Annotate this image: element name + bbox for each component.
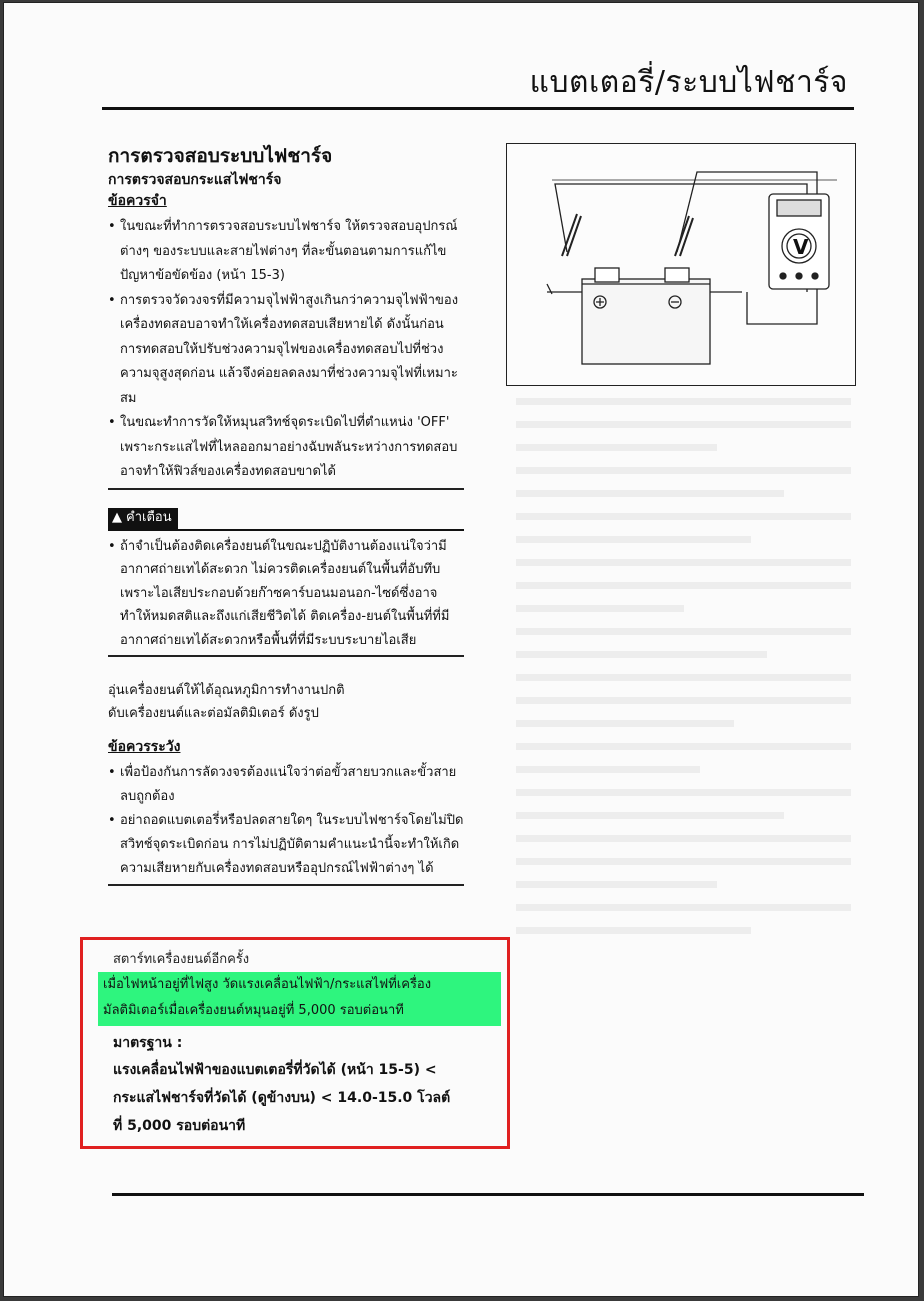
warning-label [108, 508, 178, 529]
procedure-steps [108, 679, 464, 725]
caution-list [108, 761, 464, 881]
note-item: • ในขณะที่ทำการตรวจสอบระบบไฟชาร์จ ให้ตรวจสอบอุปกรณ์ต่างๆ ของระบบและสายไฟต่างๆ ที่ละขั้นตอนตามการแก้ไขปัญหาข้อขัดข้อง (หน้า 15-3) [108, 215, 464, 289]
voltmeter-symbol: V [793, 235, 809, 259]
standard-spec [113, 1056, 493, 1140]
warning-triangle-icon: ▲ [112, 509, 122, 525]
warning-bottom-rule [108, 655, 464, 657]
header-rule [102, 107, 854, 110]
warning-block [108, 506, 464, 658]
warning-list [108, 535, 464, 653]
standard-line: ที่ 5,000 รอบต่อนาที [113, 1118, 246, 1134]
manual-page [3, 2, 919, 1297]
battery-multimeter-diagram [507, 144, 854, 384]
section-title: การตรวจสอบระบบไฟชาร์จ [108, 145, 333, 167]
battery-body [582, 279, 710, 364]
section-subtitle: การตรวจสอบกระแสไฟชาร์จ [108, 172, 282, 188]
highlighted-measure-text [98, 972, 501, 1026]
measure-line: มัลติมิเตอร์เมื่อเครื่องยนต์หมุนอยู่ที่ 5,000 รอบต่อนาที [103, 1003, 404, 1018]
left-column [108, 143, 464, 886]
note-item: • การตรวจวัดวงจรที่มีความจุไฟฟ้าสูงเกินกว่าความจุไฟฟ้าของเครื่องทดสอบอาจทำให้เครื่องทดสอบเสียหายได้ ดังนั้นก่อนการทดสอบให้ปรับช่วงความจุไฟของเครื่องทดสอบไปที่ช่วงความจุสูงสุดก่อน แล้วจึงค่อยลดลงมาที่ช่วงความจุไฟที่เหมาะสม [108, 289, 464, 412]
battery-multimeter-figure [506, 143, 856, 386]
caution-block [108, 737, 464, 886]
notes-list [108, 215, 464, 485]
warning-top-rule [108, 529, 464, 531]
notes-heading: ข้อควรจำ [108, 193, 167, 209]
standard-line: กระแสไฟชาร์จที่วัดได้ (ดูข้างบน) < 14.0-15.0 โวลต์ [113, 1090, 451, 1106]
footer-rule [112, 1193, 864, 1196]
warning-label-text: คำเตือน [126, 509, 172, 525]
caution-heading: ข้อควรระวัง [108, 739, 181, 755]
step-text: อุ่นเครื่องยนต์ให้ได้อุณหภูมิการทำงานปกติ [108, 683, 345, 698]
standard-line: แรงเคลื่อนไฟฟ้าของแบตเตอรี่ที่วัดได้ (หน้า 15-5) < [113, 1062, 437, 1078]
chapter-title: แบตเตอรี่/ระบบไฟชาร์จ [529, 65, 848, 100]
note-item: • ในขณะทำการวัดให้หมุนสวิทช์จุดระเบิดไปที่ตำแหน่ง 'OFF' เพราะกระแสไฟที่ไหลออกมาอย่างฉับพลันระหว่างการทดสอบอาจทำให้ฟิวส์ของเครื่องทดสอบขาดได้ [108, 411, 464, 485]
caution-item: • อย่าถอดแบตเตอรี่หรือปลดสายใดๆ ในระบบไฟชาร์จโดยไม่ปิดสวิทช์จุดระเบิดก่อน การไม่ปฏิบัติตามคำแนะนำนี้จะทำให้เกิดความเสียหายกับเครื่องทดสอบหรืออุปกรณ์ไฟฟ้าต่างๆ ได้ [108, 809, 464, 881]
warning-item: • ถ้าจำเป็นต้องติดเครื่องยนต์ในขณะปฏิบัติงานต้องแน่ใจว่ามีอากาศถ่ายเทได้สะดวก ไม่ควรติดเครื่องยนต์ในพื้นที่อับทึบเพราะไอเสียประกอบด้วยก๊าซคาร์บอนมอนอก-ไซด์ซึ่งอาจทำให้หมดสติและถึงแก่เสียชีวิตได้ ติดเครื่อง-ยนต์ในพื้นที่ที่มีอากาศถ่ายเทได้สะดวกหรือพื้นที่ที่มีระบบระบายไอเสีย [108, 535, 464, 653]
caution-item: • เพื่อป้องกันการลัดวงจรต้องแน่ใจว่าต่อขั้วสายบวกและขั้วสายลบถูกต้อง [108, 761, 464, 809]
measure-line: เมื่อไฟหน้าอยู่ที่ไฟสูง วัดแรงเคลื่อนไฟฟ้า/กระแสไฟที่เครื่อง [103, 977, 432, 992]
faded-bleed-through [516, 398, 851, 1148]
restart-text: สตาร์ทเครื่องยนต์อีกครั้ง [113, 952, 250, 967]
standard-label: มาตรฐาน : [113, 1035, 183, 1051]
notes-rule [108, 488, 464, 490]
step-text: ดับเครื่องยนต์และต่อมัลติมิเตอร์ ดังรูป [108, 706, 319, 721]
caution-rule [108, 884, 464, 886]
highlighted-instruction-box [80, 937, 510, 1149]
